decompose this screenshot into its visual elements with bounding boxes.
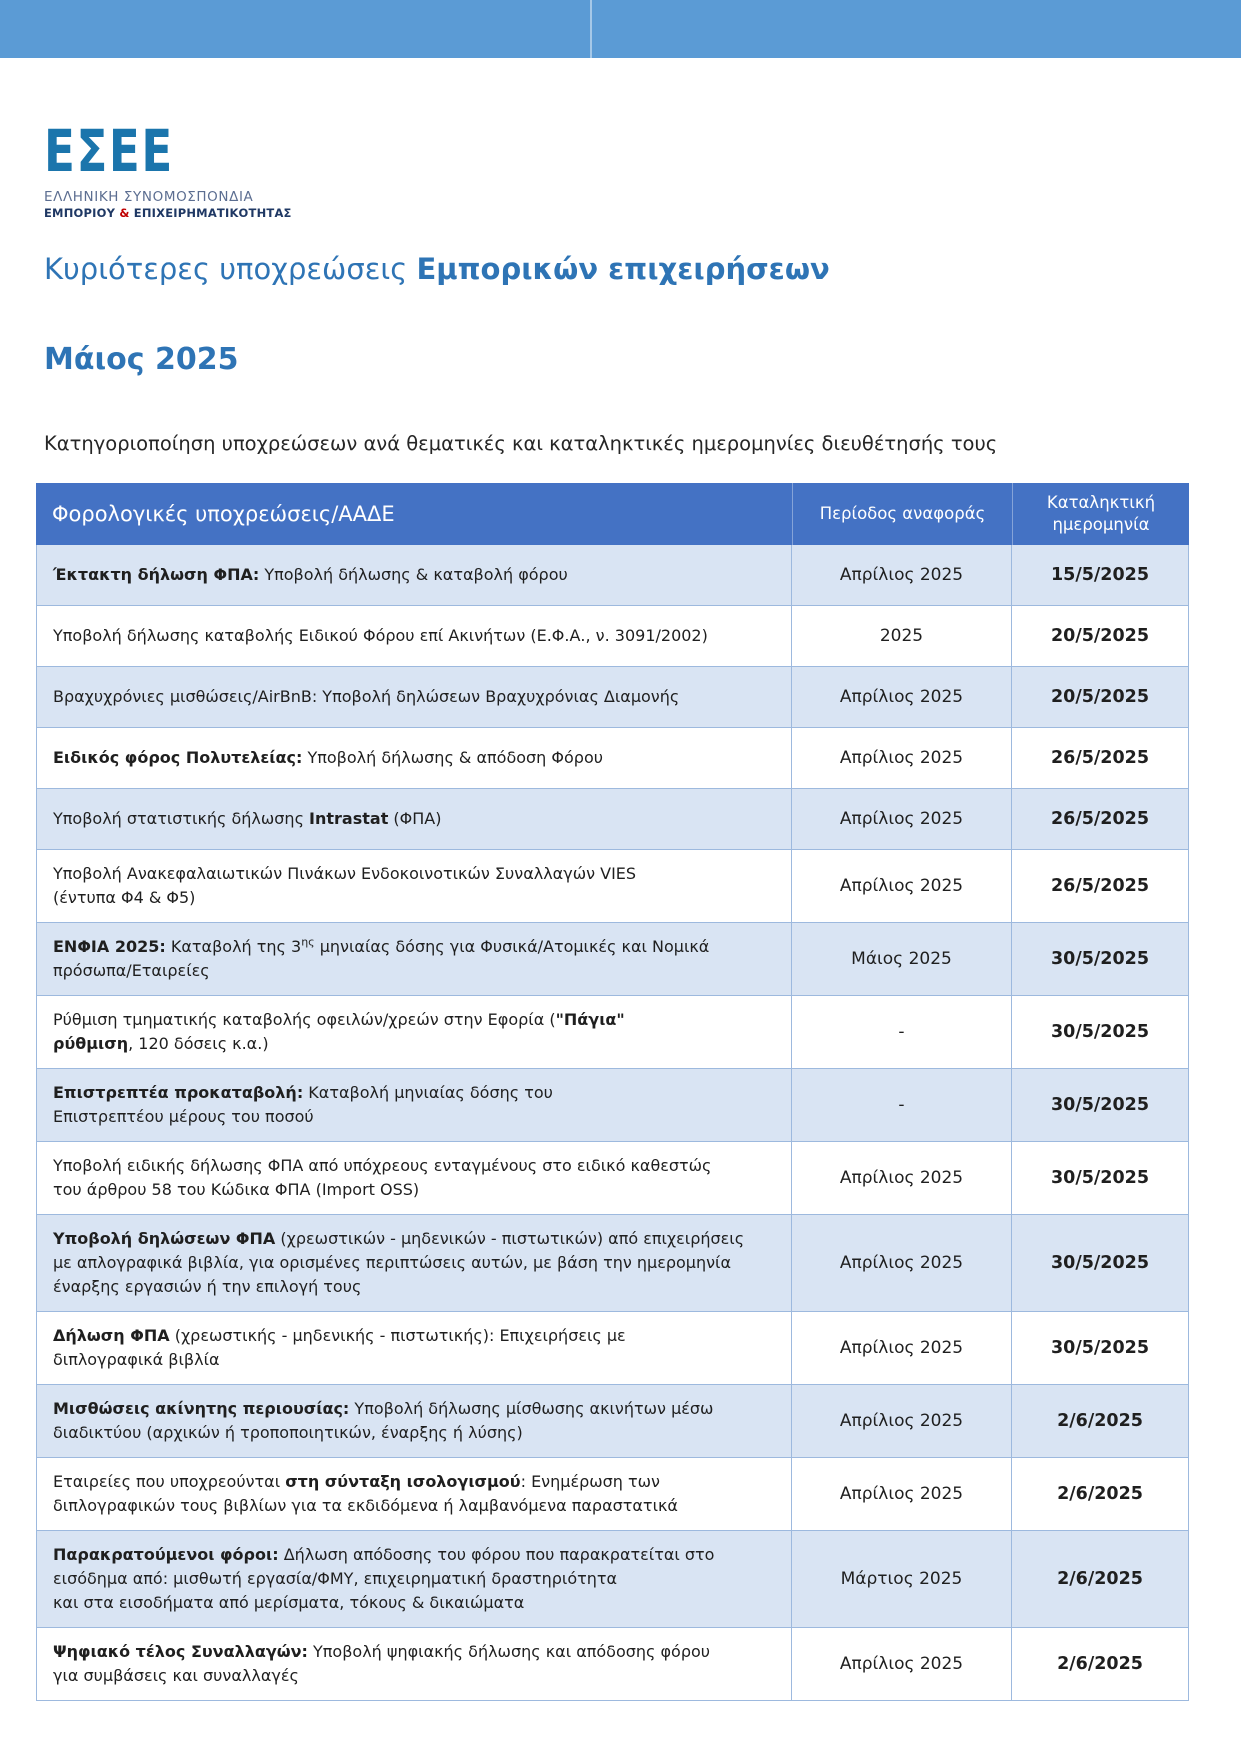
- text-segment: ΕΝΦΙΑ 2025:: [53, 937, 166, 956]
- deadline-cell: 30/5/2025: [1012, 1142, 1189, 1215]
- text-segment-superscript: ης: [301, 935, 315, 949]
- text-segment: Δήλωση ΦΠΑ: [53, 1326, 170, 1345]
- text-segment: Παρακρατούμενοι φόροι:: [53, 1545, 279, 1564]
- table-row: [36, 1385, 1189, 1458]
- period-cell: Απρίλιος 2025: [792, 1312, 1012, 1385]
- column-header-period: Περίοδος αναφοράς: [792, 483, 1012, 545]
- deadline-cell: 30/5/2025: [1012, 1069, 1189, 1142]
- deadline-cell: 20/5/2025: [1012, 667, 1189, 728]
- text-segment: (χρεωστικής - μηδενικής - πιστωτικής): Επιχειρήσεις με: [169, 1326, 626, 1345]
- text-segment: Υποβολή στατιστικής δήλωσης: [53, 809, 310, 828]
- obligation-cell: [36, 923, 792, 996]
- text-segment: Δήλωση απόδοσης του φόρου που παρακρατείται στο: [278, 1545, 715, 1564]
- logo-subtitle-post: ΕΠΙΧΕΙΡΗΜΑΤΙΚΟΤΗΤΑΣ: [129, 206, 292, 220]
- logo-subtitle-line1: ΕΛΛΗΝΙΚΗ ΣΥΝΟΜΟΣΠΟΝΔΙΑ: [44, 189, 254, 205]
- text-segment: διπλογραφικών τους βιβλίων για τα εκδιδόμενα ή λαμβανόμενα παραστατικά: [53, 1496, 678, 1515]
- table-row: [36, 1215, 1189, 1312]
- obligation-cell: [36, 1531, 792, 1628]
- table-row: [36, 850, 1189, 923]
- page-title: [44, 252, 830, 286]
- period-cell: -: [792, 996, 1012, 1069]
- page-title-regular: Κυριότερες υποχρεώσεις: [44, 252, 417, 286]
- deadline-cell: 30/5/2025: [1012, 1312, 1189, 1385]
- column-header-deadline: Καταληκτική ημερομηνία: [1012, 483, 1189, 545]
- text-segment: Υποβολή ψηφιακής δήλωσης και απόδοσης φόρου: [307, 1642, 711, 1661]
- deadline-cell: 2/6/2025: [1012, 1458, 1189, 1531]
- obligation-cell: [36, 1458, 792, 1531]
- period-cell: Μάρτιος 2025: [792, 1531, 1012, 1628]
- deadline-cell: 15/5/2025: [1012, 545, 1189, 606]
- text-segment: του άρθρου 58 του Κώδικα ΦΠΑ (Import OSS): [53, 1180, 420, 1199]
- table-body: [36, 545, 1189, 1701]
- text-segment: "Πάγια": [555, 1010, 625, 1029]
- deadline-cell: 30/5/2025: [1012, 923, 1189, 996]
- text-segment: με απλογραφικά βιβλία, για ορισμένες περιπτώσεις αυτών, με βάση την ημερομηνία: [53, 1253, 732, 1272]
- table-row: [36, 1628, 1189, 1701]
- text-segment: Ρύθμιση τμηματικής καταβολής οφειλών/χρεών στην Εφορία (: [53, 1010, 556, 1029]
- logo-subtitle-line2: [44, 206, 292, 220]
- table-row: [36, 1458, 1189, 1531]
- page-title-bold: Εμπορικών επιχειρήσεων: [416, 252, 830, 286]
- deadline-cell: 20/5/2025: [1012, 606, 1189, 667]
- obligation-cell: [36, 1312, 792, 1385]
- table-row: [36, 1142, 1189, 1215]
- deadline-cell: 26/5/2025: [1012, 728, 1189, 789]
- text-segment: Intrastat: [309, 809, 389, 828]
- text-segment: για συμβάσεις και συναλλαγές: [53, 1666, 299, 1685]
- text-segment: και στα εισοδήματα από μερίσματα, τόκους & δικαιώματα: [53, 1593, 525, 1612]
- table-row: [36, 545, 1189, 606]
- text-segment: διπλογραφικά βιβλία: [53, 1350, 220, 1369]
- obligation-cell: [36, 1628, 792, 1701]
- text-segment: Υποβολή Ανακεφαλαιωτικών Πινάκων Ενδοκοινοτικών Συναλλαγών VIES: [53, 864, 637, 883]
- top-banner-divider: [590, 0, 592, 58]
- table-row: [36, 789, 1189, 850]
- obligations-table: [36, 483, 1189, 1701]
- logo-acronym: ΕΣΕΕ: [44, 117, 174, 185]
- table-row: [36, 667, 1189, 728]
- text-segment: ρύθμιση: [53, 1034, 129, 1053]
- period-cell: Απρίλιος 2025: [792, 1385, 1012, 1458]
- period-cell: -: [792, 1069, 1012, 1142]
- period-cell: Απρίλιος 2025: [792, 1458, 1012, 1531]
- obligation-cell: [36, 667, 792, 728]
- month-heading: Μάιος 2025: [44, 342, 239, 377]
- text-segment: Βραχυχρόνιες μισθώσεις/AirBnB: Υποβολή δηλώσεων Βραχυχρόνιας Διαμονής: [53, 687, 680, 706]
- text-segment: (χρεωστικών - μηδενικών - πιστωτικών) από επιχειρήσεις: [275, 1229, 745, 1248]
- period-cell: Απρίλιος 2025: [792, 545, 1012, 606]
- obligation-cell: [36, 1142, 792, 1215]
- obligation-cell: [36, 545, 792, 606]
- obligation-cell: [36, 789, 792, 850]
- text-segment: Υποβολή δήλωσης & καταβολή φόρου: [259, 565, 568, 584]
- text-segment: διαδικτύου (αρχικών ή τροποποιητικών, έναρξης ή λύσης): [53, 1423, 523, 1442]
- deadline-cell: 30/5/2025: [1012, 996, 1189, 1069]
- obligation-cell: [36, 606, 792, 667]
- obligation-cell: [36, 1385, 792, 1458]
- text-segment: Υποβολή ειδικής δήλωσης ΦΠΑ από υπόχρεους ενταγμένους στο ειδικό καθεστώς: [53, 1156, 712, 1175]
- text-segment: Καταβολή της 3: [165, 937, 302, 956]
- text-segment: Υποβολή δήλωσης καταβολής Ειδικού Φόρου επί Ακινήτων (Ε.Φ.Α., ν. 3091/2002): [53, 626, 708, 645]
- period-cell: Απρίλιος 2025: [792, 1215, 1012, 1312]
- table-row: [36, 1531, 1189, 1628]
- deadline-cell: 2/6/2025: [1012, 1531, 1189, 1628]
- table-row: [36, 996, 1189, 1069]
- text-segment: Υποβολή δηλώσεων ΦΠΑ: [53, 1229, 276, 1248]
- period-cell: 2025: [792, 606, 1012, 667]
- text-segment: : Ενημέρωση των: [520, 1472, 660, 1491]
- deadline-cell: 30/5/2025: [1012, 1215, 1189, 1312]
- text-segment: Έκτακτη δήλωση ΦΠΑ:: [53, 565, 260, 584]
- period-cell: Απρίλιος 2025: [792, 850, 1012, 923]
- text-segment: Καταβολή μηνιαίας δόσης του: [303, 1083, 553, 1102]
- period-cell: Απρίλιος 2025: [792, 1628, 1012, 1701]
- table-row: [36, 1312, 1189, 1385]
- deadline-cell: 26/5/2025: [1012, 789, 1189, 850]
- text-segment: Υποβολή δήλωσης μίσθωσης ακινήτων μέσω: [349, 1399, 714, 1418]
- text-segment: Ειδικός φόρος Πολυτελείας:: [53, 748, 303, 767]
- column-header-obligations: Φορολογικές υποχρεώσεις/ΑΑΔΕ: [36, 483, 792, 545]
- period-cell: Απρίλιος 2025: [792, 1142, 1012, 1215]
- text-segment: (ΦΠΑ): [388, 809, 442, 828]
- esee-logo: [44, 117, 292, 220]
- text-segment: Μισθώσεις ακίνητης περιουσίας:: [53, 1399, 350, 1418]
- table-header: [36, 483, 1189, 545]
- period-cell: Απρίλιος 2025: [792, 728, 1012, 789]
- text-segment: Εταιρείες που υποχρεούνται: [53, 1472, 286, 1491]
- obligation-cell: [36, 1215, 792, 1312]
- logo-ampersand: &: [119, 206, 130, 220]
- period-cell: Απρίλιος 2025: [792, 789, 1012, 850]
- description-text: Κατηγοριοποίηση υποχρεώσεων ανά θεματικές και καταληκτικές ημερομηνίες διευθέτησής τους: [44, 432, 998, 455]
- top-banner: [0, 0, 1241, 58]
- text-segment: μηνιαίας δόσης για Φυσικά/Ατομικές και Νομικά: [314, 937, 710, 956]
- deadline-cell: 2/6/2025: [1012, 1385, 1189, 1458]
- table-row: [36, 1069, 1189, 1142]
- logo-subtitle-pre: ΕΜΠΟΡΙΟΥ: [44, 206, 120, 220]
- text-segment: Ψηφιακό τέλος Συναλλαγών:: [53, 1642, 308, 1661]
- text-segment: Υποβολή δήλωσης & απόδοση Φόρου: [302, 748, 603, 767]
- obligation-cell: [36, 850, 792, 923]
- text-segment: έναρξης εργασιών ή την επιλογή τους: [53, 1277, 362, 1296]
- table-header-row: [36, 483, 1189, 545]
- text-segment: πρόσωπα/Εταιρείες: [53, 961, 210, 980]
- obligation-cell: [36, 728, 792, 789]
- text-segment: Επιστρεπτέα προκαταβολή:: [53, 1083, 304, 1102]
- text-segment: (έντυπα Φ4 & Φ5): [53, 888, 196, 907]
- table-row: [36, 923, 1189, 996]
- table-row: [36, 606, 1189, 667]
- table-row: [36, 728, 1189, 789]
- obligation-cell: [36, 1069, 792, 1142]
- period-cell: Απρίλιος 2025: [792, 667, 1012, 728]
- deadline-cell: 2/6/2025: [1012, 1628, 1189, 1701]
- text-segment: στη σύνταξη ισολογισμού: [285, 1472, 521, 1491]
- deadline-cell: 26/5/2025: [1012, 850, 1189, 923]
- text-segment: εισόδημα από: μισθωτή εργασία/ΦΜΥ, επιχειρηματική δραστηριότητα: [53, 1569, 618, 1588]
- period-cell: Μάιος 2025: [792, 923, 1012, 996]
- obligation-cell: [36, 996, 792, 1069]
- text-segment: Επιστρεπτέου μέρους του ποσού: [53, 1107, 314, 1126]
- text-segment: , 120 δόσεις κ.α.): [128, 1034, 269, 1053]
